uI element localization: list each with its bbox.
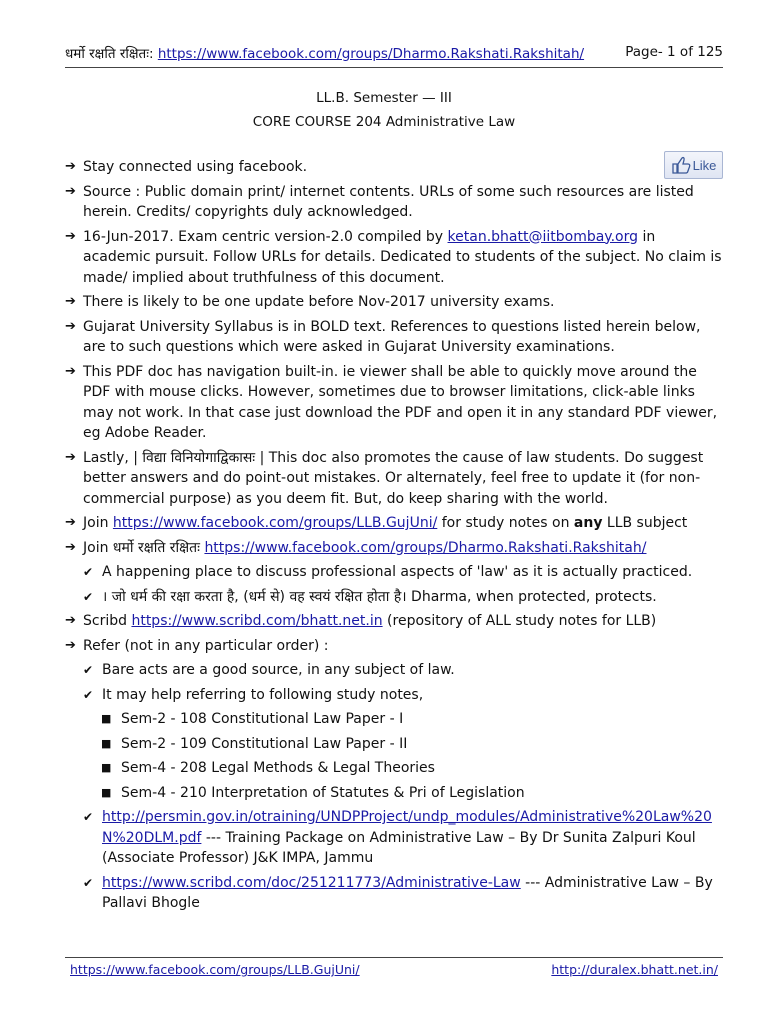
bullet-item	[65, 227, 725, 289]
bullet-text: 16-Jun-2017. Exam centric version-2.0 compiled by	[83, 228, 448, 245]
check-bullet-icon: ✔	[83, 810, 94, 824]
bullet-item	[65, 448, 725, 510]
footer-right-link[interactable]: http://duralex.bhatt.net.in/	[551, 962, 718, 977]
bullet-text: (repository of ALL study notes for LLB)	[382, 613, 657, 629]
arrow-bullet-icon: ➔	[65, 539, 76, 555]
document-body	[65, 157, 725, 918]
arrow-bullet-icon: ➔	[65, 318, 76, 334]
square-bullet-icon: ■	[101, 736, 112, 750]
footer-divider	[65, 957, 723, 958]
arrow-bullet-icon: ➔	[65, 449, 76, 465]
dharmo-group-link[interactable]: https://www.facebook.com/groups/Dharmo.Rakshati.Rakshitah/	[204, 539, 647, 556]
bullet-text: Source : Public domain print/ internet contents. URLs of some such resources are listed herein. Credits/ copyrights duly acknowledged.	[83, 183, 694, 220]
bullet-text: Scribd	[83, 613, 132, 629]
study-note-item	[65, 783, 725, 804]
study-note-text: Sem-4 - 210 Interpretation of Statutes & Pri of Legislation	[121, 784, 525, 801]
sub-item	[65, 562, 725, 583]
header-prefix: धर्मो रक्षति रक्षितः	[65, 46, 149, 62]
study-note-item	[65, 758, 725, 779]
arrow-bullet-icon: ➔	[65, 294, 76, 309]
footer-left-link[interactable]: https://www.facebook.com/groups/LLB.GujUni/	[70, 962, 360, 977]
page-footer	[70, 962, 718, 977]
page-number: Page- 1 of 125	[625, 44, 723, 60]
sub-item-text: --- Training Package on Administrative Law – By Dr Sunita Zalpuri Koul (Associate Professor) J&K IMPA, Jammu	[102, 829, 696, 866]
bullet-item	[65, 317, 725, 358]
study-note-text: Sem-2 - 108 Constitutional Law Paper - I	[121, 711, 404, 727]
arrow-bullet-icon: ➔	[65, 515, 76, 530]
scribd-profile-link[interactable]: https://www.scribd.com/bhatt.net.in	[131, 613, 383, 629]
study-note-text: Sem-2 - 109 Constitutional Law Paper - II	[121, 735, 408, 752]
square-bullet-icon: ■	[101, 712, 112, 725]
check-bullet-icon: ✔	[83, 875, 94, 890]
square-bullet-icon: ■	[101, 785, 112, 799]
sub-item-text: It may help referring to following study notes,	[102, 686, 424, 703]
bullet-text: Stay connected using facebook.	[83, 159, 308, 175]
study-note-item	[65, 709, 725, 730]
emphasis-text: any	[573, 515, 603, 531]
bullet-item	[65, 182, 725, 223]
header-left: धर्मो रक्षति रक्षितः: https://www.facebook.com/groups/Dharmo.Rakshati.Rakshitah/	[65, 46, 585, 62]
check-bullet-icon: ✔	[83, 687, 94, 702]
sub-item-text: A happening place to discuss professional aspects of 'law' as it is actually practiced.	[102, 564, 693, 580]
sub-item-text: । जो धर्म की रक्षा करता है, (धर्म से) वह स्वयं रक्षित होता है। Dharma, when protected, protects.	[102, 588, 657, 605]
arrow-bullet-icon: ➔	[65, 228, 76, 244]
square-bullet-icon: ■	[101, 761, 112, 774]
like-label: Like	[692, 157, 717, 173]
bullet-text: Lastly, | विद्या विनियोगाद्विकासः | This doc also promotes the cause of law students. Do suggest better answers and do point-out mistakes. Or alternately, feel free to update it (for non-commercial purpose) as you deem fit. But, do keep sharing with the world.	[83, 449, 704, 507]
sub-item-text: --- Administrative Law – By Pallavi Bhogle	[102, 874, 713, 911]
bullet-text: Refer (not in any particular order) :	[83, 637, 329, 654]
bullet-text: in academic pursuit. Follow URLs for details. Dedicated to students of the subject. No claim is made/ implied about truthfulness of this document.	[83, 228, 722, 286]
bullet-text: Join धर्मो रक्षति रक्षितः	[83, 539, 205, 556]
bullet-text: Gujarat University Syllabus is in BOLD text. References to questions listed herein below, are to such questions which were asked in Gujarat University examinations.	[83, 318, 701, 355]
bullet-item	[65, 362, 725, 444]
sub-item-text: Bare acts are a good source, in any subject of law.	[102, 662, 455, 678]
check-bullet-icon: ✔	[83, 565, 94, 579]
persmin-pdf-link[interactable]: http://persmin.gov.in/otraining/UNDPProject/undp_modules/Administrative%20Law%20N%20DLM.pdf	[102, 809, 712, 846]
arrow-bullet-icon: ➔	[65, 637, 76, 653]
arrow-bullet-icon: ➔	[65, 183, 76, 199]
study-note-item	[65, 734, 725, 755]
sub-item	[65, 660, 725, 681]
bullet-item	[65, 157, 725, 178]
bullet-text: LLB subject	[602, 515, 688, 531]
study-note-text: Sem-4 - 208 Legal Methods & Legal Theories	[121, 760, 435, 776]
bullet-item	[65, 636, 725, 657]
course-title: CORE COURSE 204 Administrative Law	[252, 114, 516, 130]
llb-group-link[interactable]: https://www.facebook.com/groups/LLB.GujUni/	[112, 515, 438, 531]
arrow-bullet-icon: ➔	[65, 159, 76, 174]
arrow-bullet-icon: ➔	[65, 613, 76, 628]
arrow-bullet-icon: ➔	[65, 363, 76, 379]
email-link[interactable]: ketan.bhatt@iitbombay.org	[447, 228, 639, 245]
sub-item	[65, 685, 725, 706]
sub-item	[65, 873, 725, 914]
check-bullet-icon: ✔	[83, 589, 94, 604]
header-divider	[65, 67, 723, 68]
bullet-text: This PDF doc has navigation built-in. ie viewer shall be able to quickly move around the PDF with mouse clicks. However, sometimes due to browser limitations, click-able links may not work. In that case just download the PDF and open it in any standard PDF viewer, eg Adobe Reader.	[83, 363, 718, 441]
bullet-item	[65, 538, 725, 559]
scribd-doc-link[interactable]: https://www.scribd.com/doc/251211773/Administrative-Law	[102, 874, 521, 891]
bullet-item	[65, 513, 725, 534]
sub-item	[65, 587, 725, 608]
bullet-text: Join	[83, 515, 113, 531]
bullet-text: There is likely to be one update before Nov-2017 university exams.	[83, 294, 555, 310]
course-semester: LL.B. Semester — III	[316, 90, 452, 106]
check-bullet-icon: ✔	[83, 663, 94, 677]
bullet-item	[65, 611, 725, 632]
sub-item	[65, 807, 725, 869]
header-group-link[interactable]: https://www.facebook.com/groups/Dharmo.Rakshati.Rakshitah/	[157, 46, 585, 62]
bullet-item	[65, 292, 725, 313]
page-header	[65, 44, 723, 62]
title-block	[0, 88, 768, 133]
bullet-text: for study notes on	[437, 515, 574, 531]
